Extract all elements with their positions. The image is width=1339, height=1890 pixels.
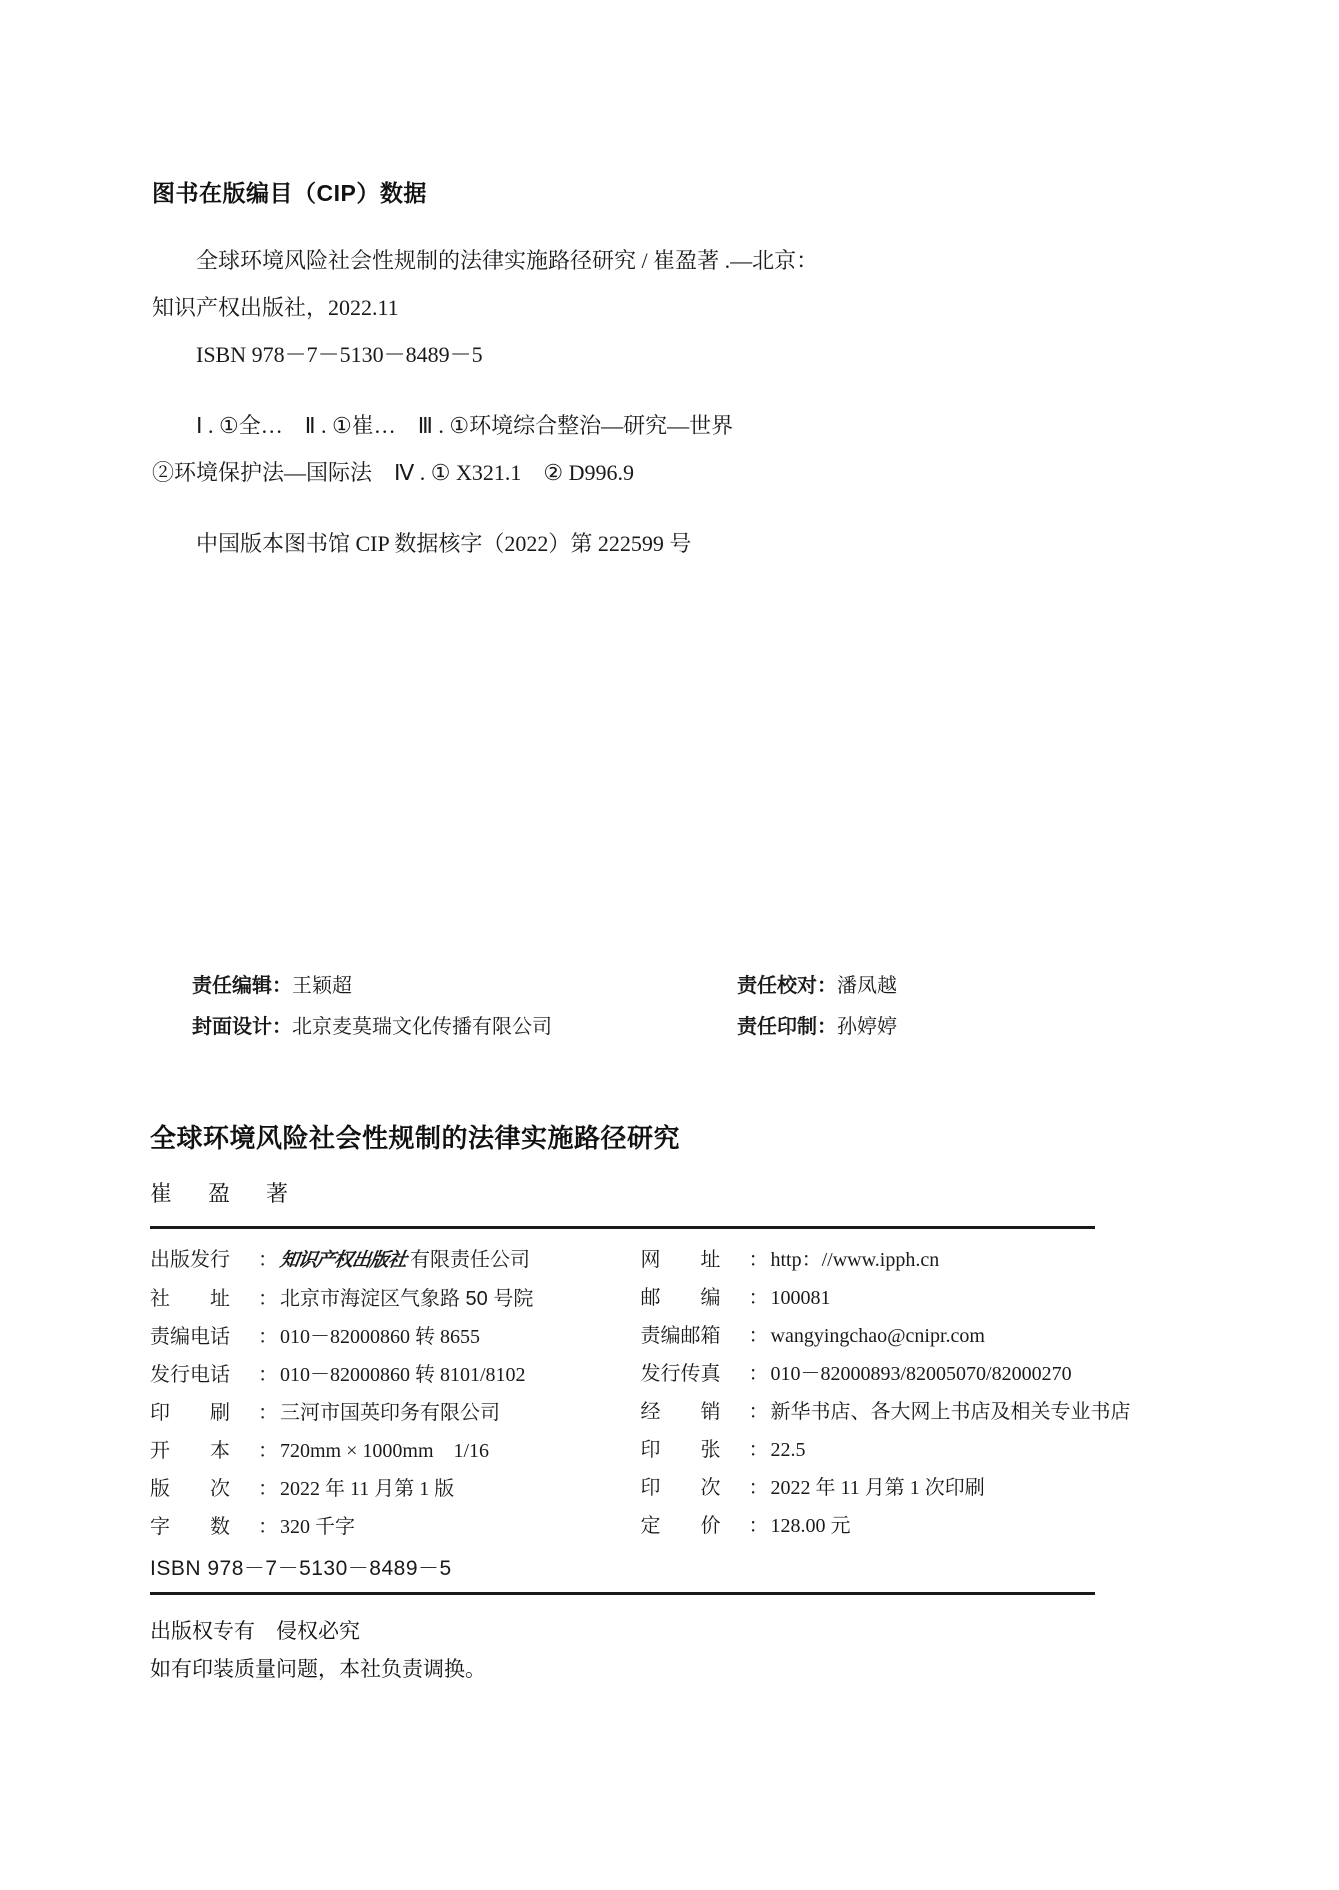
credits-block bbox=[152, 965, 1092, 1047]
imprint-label: 印 次 bbox=[640, 1477, 721, 1499]
imprint-label: 印 张 bbox=[640, 1439, 721, 1461]
imprint-colon: ： bbox=[258, 1288, 278, 1310]
imprint-colon: ： bbox=[258, 1516, 278, 1538]
imprint-label: 版 次 bbox=[150, 1478, 230, 1500]
imprint-row-postcode bbox=[641, 1279, 1096, 1317]
copyright-notice bbox=[150, 1595, 1095, 1689]
imprint-value: 010－82000893/82005070/82000270 bbox=[770, 1363, 1072, 1385]
imprint-value: 2022 年 11 月第 1 次印刷 bbox=[770, 1477, 985, 1499]
imprint-value: 128.00 元 bbox=[770, 1515, 851, 1537]
imprint-label: 字 数 bbox=[150, 1516, 230, 1538]
imprint-column-right bbox=[623, 1241, 1131, 1546]
imprint-row-edition bbox=[150, 1470, 623, 1508]
imprint-row-distribution-phone bbox=[150, 1356, 623, 1394]
imprint-value: 010－82000860 转 8101/8102 bbox=[280, 1364, 526, 1386]
colophon-isbn: ISBN 978－7－5130－8489－5 bbox=[150, 1557, 452, 1580]
imprint-label: 印 刷 bbox=[150, 1402, 230, 1424]
imprint-colon: ： bbox=[258, 1364, 278, 1386]
imprint-row-fax bbox=[641, 1355, 1096, 1393]
imprint-value: 100081 bbox=[770, 1287, 831, 1309]
imprint-value: 北京市海淀区气象路 50 号院 bbox=[280, 1288, 534, 1310]
imprint-colon: ： bbox=[258, 1326, 278, 1348]
imprint-row-printer bbox=[150, 1394, 623, 1432]
imprint-label: 责编电话 bbox=[150, 1326, 230, 1348]
imprint-value[interactable]: http：//www.ipph.cn bbox=[770, 1249, 940, 1271]
imprint-label: 经 销 bbox=[640, 1401, 721, 1423]
imprint-colon: ： bbox=[258, 1249, 278, 1271]
copyright-line-2: 如有印装质量问题，本社负责调换。 bbox=[150, 1658, 486, 1681]
imprint-colon: ： bbox=[748, 1287, 769, 1309]
imprint-value: 三河市国英印务有限公司 bbox=[280, 1402, 500, 1424]
cip-block bbox=[152, 175, 1052, 572]
printing-value: 孙婷婷 bbox=[837, 1016, 897, 1038]
imprint-row-sheets bbox=[641, 1431, 1096, 1469]
imprint-row-editor-phone bbox=[150, 1318, 623, 1356]
imprint-label: 社 址 bbox=[150, 1288, 230, 1310]
credits-row bbox=[152, 965, 1092, 1006]
imprint-colon: ： bbox=[748, 1477, 769, 1499]
imprint-row-publisher bbox=[150, 1241, 623, 1280]
cover-design-label: 封面设计： bbox=[192, 1016, 292, 1038]
cip-publisher-line: 知识产权出版社，2022.11 bbox=[152, 295, 399, 320]
imprint-colon: ： bbox=[748, 1363, 769, 1385]
imprint-label: 邮 编 bbox=[640, 1287, 721, 1309]
cover-design-value: 北京麦莫瑞文化传播有限公司 bbox=[292, 1016, 552, 1038]
imprint-row-word-count bbox=[150, 1508, 623, 1546]
imprint-label: 发行电话 bbox=[150, 1364, 230, 1386]
imprint-colon: ： bbox=[748, 1325, 769, 1347]
publisher-logo: 知识产权出版社 bbox=[278, 1250, 408, 1271]
cip-isbn-line: ISBN 978－7－5130－8489－5 bbox=[196, 342, 483, 367]
imprint-label: 出版发行 bbox=[150, 1249, 230, 1271]
cip-cataloging-number: 中国版本图书馆 CIP 数据核字（2022）第 222599 号 bbox=[196, 531, 692, 556]
imprint-label: 定 价 bbox=[640, 1515, 721, 1537]
imprint-value: 320 千字 bbox=[280, 1516, 355, 1538]
imprint-row-address bbox=[150, 1280, 623, 1318]
imprint-label: 网 址 bbox=[640, 1249, 721, 1271]
credits-row bbox=[152, 1006, 1092, 1047]
imprint-label: 发行传真 bbox=[640, 1363, 721, 1385]
cip-class-line-1: Ⅰ . ①全… Ⅱ . ①崔… Ⅲ . ①环境综合整治—研究—世界 bbox=[196, 413, 734, 438]
imprint-value: 010－82000860 转 8655 bbox=[280, 1326, 480, 1348]
imprint-colon: ： bbox=[748, 1439, 769, 1461]
credits-printing bbox=[607, 1006, 1092, 1047]
cip-title-line: 全球环境风险社会性规制的法律实施路径研究 / 崔盈著 .—北京： bbox=[196, 248, 819, 273]
proofreader-value: 潘凤越 bbox=[837, 975, 897, 997]
credits-editor bbox=[152, 965, 607, 1006]
imprint-colon: ： bbox=[748, 1401, 769, 1423]
copyright-line-1: 出版权专有 侵权必究 bbox=[150, 1620, 360, 1643]
cip-heading: 图书在版编目（CIP）数据 bbox=[152, 180, 427, 206]
colophon-block bbox=[150, 1118, 1131, 1689]
imprint-row-format bbox=[150, 1432, 623, 1470]
imprint-value: 720mm × 1000mm 1/16 bbox=[280, 1440, 490, 1462]
cip-class-line-2: ②环境保护法—国际法 Ⅳ . ① X321.1 ② D996.9 bbox=[152, 460, 635, 485]
book-author: 崔 盈 著 bbox=[150, 1181, 296, 1206]
imprint-row-sales bbox=[640, 1393, 1131, 1431]
imprint-colon: ： bbox=[258, 1440, 278, 1462]
imprint-colon: ： bbox=[258, 1478, 278, 1500]
imprint-value: 有限责任公司 bbox=[410, 1249, 531, 1271]
imprint-row-editor-email bbox=[641, 1317, 1096, 1355]
imprint-column-left bbox=[150, 1241, 623, 1546]
imprint-label: 开 本 bbox=[150, 1440, 230, 1462]
imprint-value[interactable]: wangyingchao@cnipr.com bbox=[770, 1325, 985, 1347]
imprint-value: 新华书店、各大网上书店及相关专业书店 bbox=[770, 1401, 1131, 1423]
imprint-colon: ： bbox=[748, 1515, 769, 1537]
editor-label: 责任编辑： bbox=[192, 975, 292, 997]
book-title: 全球环境风险社会性规制的法律实施路径研究 bbox=[150, 1123, 681, 1153]
imprint-label: 责编邮箱 bbox=[640, 1325, 721, 1347]
imprint-row-website bbox=[641, 1241, 1096, 1279]
credits-cover-design bbox=[152, 1006, 607, 1047]
imprint-table bbox=[150, 1229, 1131, 1546]
credits-proofreader bbox=[607, 965, 1092, 1006]
imprint-colon: ： bbox=[748, 1249, 769, 1271]
imprint-colon: ： bbox=[258, 1402, 278, 1424]
printing-label: 责任印制： bbox=[737, 1016, 837, 1038]
imprint-row-price bbox=[641, 1507, 1096, 1545]
imprint-row-impression bbox=[641, 1469, 1096, 1507]
editor-value: 王颖超 bbox=[292, 975, 352, 997]
imprint-value: 22.5 bbox=[770, 1439, 806, 1461]
imprint-value: 2022 年 11 月第 1 版 bbox=[280, 1478, 455, 1500]
proofreader-label: 责任校对： bbox=[737, 975, 837, 997]
